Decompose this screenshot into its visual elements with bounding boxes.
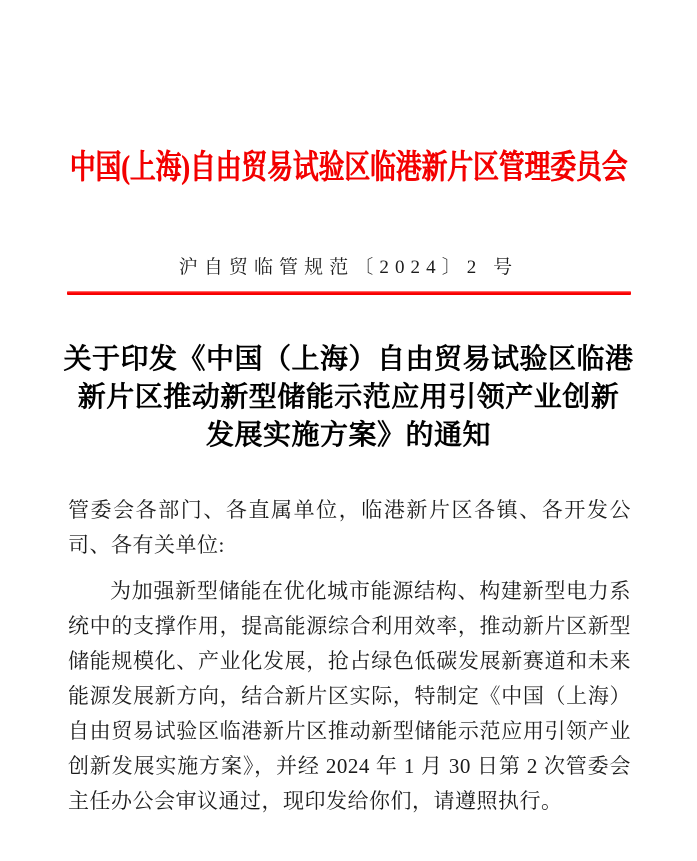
red-header xyxy=(0,146,697,190)
notice-title-line-1: 关于印发《中国（上海）自由贸易试验区临港 xyxy=(63,344,634,375)
body-paragraph: 为加强新型储能在优化城市能源结构、构建新型电力系统中的支撑作用，提高能源综合利用效率，推动新片区新型储能规模化、产业化发展，抢占绿色低碳发展新赛道和未来能源发展新方向，结合新片区实际，特制定《中国（上海）自由贸易试验区临港新片区推动新型储能示范应用引领产业创新发展实施方案》，并经 2024 年 1 月 30 日第 2 次管委会主任办公会审议通过，现印发给你们，请遵照执行。 xyxy=(68,579,631,813)
agency-name: 中国(上海)自由贸易试验区临港新片区管理委员会 xyxy=(69,150,628,186)
notice-title-line-3: 发展实施方案》的通知 xyxy=(205,420,491,451)
notice-title-line-2: 新片区推动新型储能示范应用引领产业创新 xyxy=(77,382,620,413)
salutation: 管委会各部门、各直属单位，临港新片区各镇、各开发公司、各有关单位: xyxy=(68,498,631,557)
document-body xyxy=(0,493,697,819)
red-divider-line xyxy=(67,291,631,295)
notice-title xyxy=(0,341,697,455)
document-number: 沪自贸临管规范〔2024〕2 号 xyxy=(178,257,519,278)
